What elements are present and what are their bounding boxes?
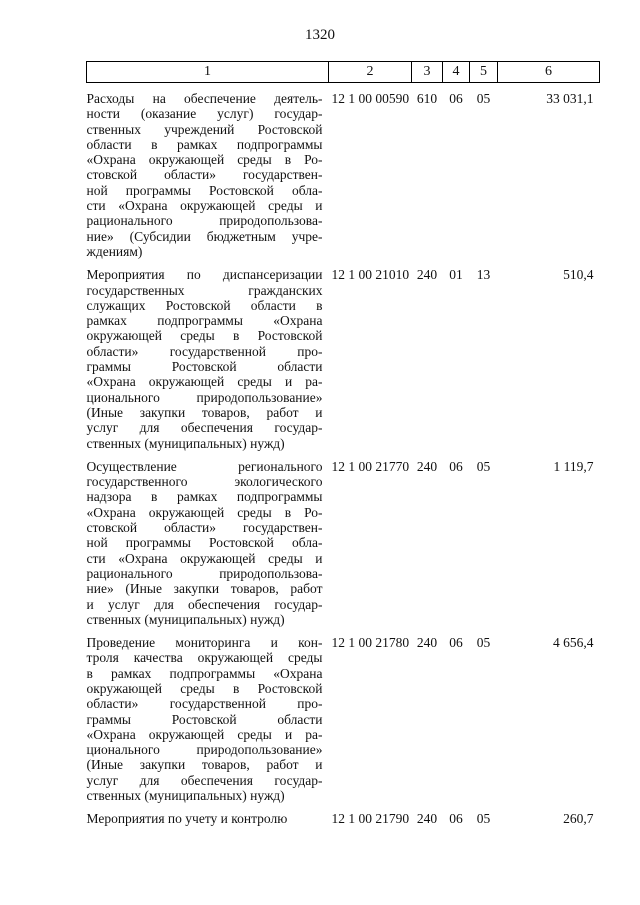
- row-name-line: стовской области» государствен-: [86, 167, 323, 183]
- row-name-line: услуг для обеспечения государ-: [86, 420, 323, 436]
- column-header-3: 3: [412, 62, 443, 83]
- row-name-line: государственных гражданских: [86, 282, 323, 298]
- row-code: 12 1 00 21790: [331, 811, 410, 827]
- table-row: [87, 459, 600, 627]
- table-header-row: [87, 62, 600, 83]
- row-name-line: «Охрана окружающей среды в Ро-: [86, 152, 323, 168]
- table-body: [87, 83, 600, 827]
- row-col4: 01: [449, 267, 463, 283]
- row-name-line: «Охрана окружающей среды и ра-: [86, 374, 323, 390]
- row-name-line: ности (оказание услуг) государ-: [86, 106, 323, 122]
- row-name-line: служащих Ростовской области в: [86, 297, 323, 313]
- row-name-line: услуг для обеспечения государ-: [86, 772, 323, 788]
- row-name-line: Осуществление регионального: [86, 458, 323, 474]
- row-name-line: государственного экологического: [86, 474, 323, 490]
- row-name-line: троля качества окружающей среды: [86, 650, 323, 666]
- row-col4: 06: [449, 91, 463, 106]
- column-header-5: 5: [470, 62, 498, 83]
- row-name-line: (Иные закупки товаров, работ и: [86, 404, 323, 420]
- table-row: [87, 811, 600, 826]
- row-col4: 06: [449, 811, 463, 827]
- table-row: [87, 267, 600, 451]
- row-name-line: Мероприятия по диспансеризации: [86, 267, 323, 283]
- row-col3: 610: [416, 91, 438, 106]
- table-row: [87, 91, 600, 259]
- row-name: [87, 635, 329, 803]
- row-code: 12 1 00 21780: [331, 635, 410, 651]
- row-name: [87, 811, 329, 826]
- row-name-line: ственных (муниципальных) нужд): [86, 435, 285, 451]
- row-name-line: стовской области» государствен-: [86, 520, 323, 536]
- row-name-line: ственных (муниципальных) нужд): [86, 788, 285, 804]
- row-name: [87, 459, 329, 627]
- row-name-line: ционального природопользование»: [86, 742, 323, 758]
- row-name-line: ждениям): [86, 243, 143, 259]
- row-name-line: Проведение мониторинга и кон-: [86, 635, 323, 651]
- table-row: [87, 635, 600, 803]
- column-header-1: 1: [87, 62, 329, 83]
- row-name-line: области» государственной про-: [86, 343, 323, 359]
- row-col5: 05: [476, 635, 491, 651]
- row-amount: 1 119,7: [553, 458, 594, 474]
- row-col5: 05: [476, 458, 491, 474]
- row-name-line: рационального природопользова-: [86, 213, 323, 229]
- row-name-line: ственных (муниципальных) нужд): [86, 611, 285, 627]
- row-name-line: ние» (Субсидии бюджетным учре-: [86, 228, 323, 244]
- row-name-line: Расходы на обеспечение деятель-: [86, 91, 323, 106]
- row-code: 12 1 00 00590: [331, 91, 410, 106]
- column-header-2: 2: [329, 62, 412, 83]
- row-name: [87, 91, 329, 259]
- row-name-line: окружающей среды в Ростовской: [86, 328, 323, 344]
- page-number: 1320: [305, 27, 335, 43]
- row-amount: 510,4: [563, 267, 594, 283]
- row-name-line: сти «Охрана окружающей среды и: [86, 550, 323, 566]
- row-col3: 240: [416, 635, 438, 651]
- row-name-line: области в рамках подпрограммы: [86, 136, 323, 152]
- row-col5: 13: [476, 267, 491, 283]
- row-name-line: «Охрана окружающей среды в Ро-: [86, 504, 323, 520]
- row-name-line: ционального природопользование»: [86, 389, 323, 405]
- row-name-line: рационального природопользова-: [86, 565, 323, 581]
- column-header-4: 4: [443, 62, 470, 83]
- column-header-6: 6: [498, 62, 600, 83]
- row-name-line: ной программы Ростовской обла-: [86, 182, 323, 198]
- row-name-line: ние» (Иные закупки товаров, работ: [86, 581, 323, 597]
- row-name-line: рамках подпрограммы «Охрана: [86, 313, 323, 329]
- row-name-line: ной программы Ростовской обла-: [86, 535, 323, 551]
- row-name-line: Мероприятия по учету и контролю: [86, 811, 288, 827]
- row-col3: 240: [416, 458, 438, 474]
- row-amount: 4 656,4: [553, 635, 594, 651]
- row-col3: 240: [416, 811, 438, 827]
- row-name-line: граммы Ростовской области: [86, 359, 323, 375]
- row-col3: 240: [416, 267, 438, 283]
- row-col5: 05: [476, 91, 491, 106]
- row-name-line: окружающей среды в Ростовской: [86, 680, 323, 696]
- row-col5: 05: [476, 811, 491, 827]
- row-name: [87, 267, 329, 451]
- row-amount: 33 031,1: [546, 91, 594, 106]
- row-name-line: сти «Охрана окружающей среды и: [86, 198, 323, 214]
- budget-table: [86, 61, 600, 827]
- row-name-line: надзора в рамках подпрограммы: [86, 489, 323, 505]
- row-amount: 260,7: [563, 811, 594, 827]
- row-name-line: в рамках подпрограммы «Охрана: [86, 665, 323, 681]
- row-code: 12 1 00 21770: [331, 458, 410, 474]
- row-name-line: области» государственной про-: [86, 696, 323, 712]
- row-col4: 06: [449, 458, 463, 474]
- row-name-line: (Иные закупки товаров, работ и: [86, 757, 323, 773]
- row-col4: 06: [449, 635, 463, 651]
- row-code: 12 1 00 21010: [331, 267, 410, 283]
- row-name-line: граммы Ростовской области: [86, 711, 323, 727]
- row-name-line: ственных учреждений Ростовской: [86, 121, 323, 137]
- row-name-line: и услуг для обеспечения государ-: [86, 596, 323, 612]
- row-name-line: «Охрана окружающей среды и ра-: [86, 726, 323, 742]
